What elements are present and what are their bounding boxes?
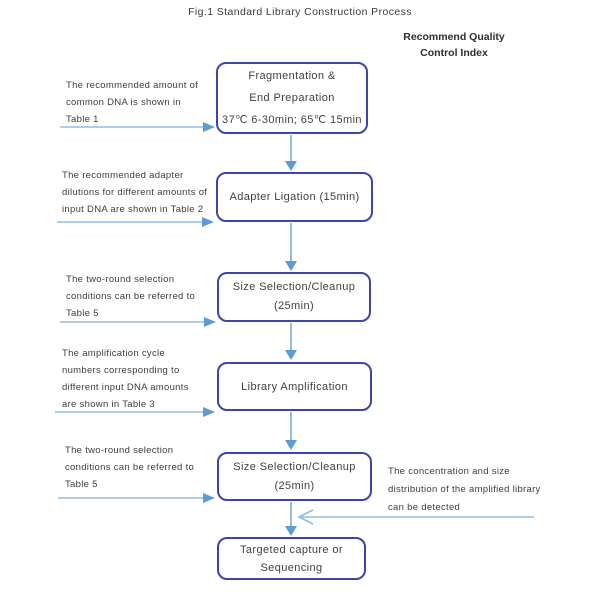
step-label: Size Selection/Cleanup: [233, 460, 356, 473]
step-label: Library Amplification: [241, 380, 348, 393]
annotation-line: conditions can be referred to: [65, 462, 195, 473]
step-label: Adapter Ligation (15min): [229, 191, 360, 203]
step-box-fragmentation: [216, 62, 368, 134]
step-duration: (25min): [273, 300, 315, 312]
annotation-line: The recommended amount of: [66, 80, 199, 91]
step-box-library-amplification: [217, 362, 372, 411]
annotation-line: Table 5: [65, 479, 98, 490]
flow-arrow-down-2: [285, 223, 297, 271]
annotation-arrow-5: [58, 493, 215, 503]
annotation-line: Table 1: [66, 114, 99, 125]
annotation-selection-conditions-2: [65, 442, 194, 493]
step-box-targeted-capture: [217, 537, 366, 580]
step-label: Size Selection/Cleanup: [232, 281, 356, 293]
step-label: End Preparation: [249, 92, 335, 104]
flow-arrow-down-3: [285, 323, 297, 360]
annotation-line: can be detected: [388, 502, 461, 513]
annotation-library-qc: [388, 463, 541, 517]
annotation-line: conditions can be referred to: [66, 291, 196, 302]
annotation-line: different input DNA amounts: [62, 382, 189, 393]
annotation-adapter-dilutions: [62, 167, 207, 218]
step-conditions: 37℃ 6-30min; 65℃ 15min: [222, 114, 362, 126]
annotation-line: Table 5: [66, 308, 99, 319]
annotation-line: The amplification cycle: [62, 348, 165, 359]
step-duration: (25min): [274, 479, 315, 492]
annotation-selection-conditions-1: [66, 271, 195, 322]
step-box-size-selection-2: [217, 452, 372, 501]
flow-arrow-down-1: [285, 135, 297, 171]
annotation-line: input DNA are shown in Table 2: [62, 204, 204, 215]
quality-control-header-line2: Control Index: [420, 47, 488, 59]
annotation-line: dilutions for different amounts of: [62, 187, 208, 198]
quality-control-header: [395, 29, 513, 61]
figure-title: Fig.1 Standard Library Construction Process: [188, 6, 412, 18]
annotation-line: The concentration and size: [388, 466, 510, 477]
annotation-line: distribution of the amplified library: [388, 484, 541, 495]
flow-arrow-down-4: [285, 412, 297, 450]
annotation-line: The recommended adapter: [62, 170, 184, 181]
annotation-amplification-cycles: [62, 345, 189, 413]
step-box-adapter-ligation: [216, 172, 373, 222]
quality-control-header-line1: Recommend Quality: [403, 31, 505, 43]
annotation-line: numbers corresponding to: [62, 365, 180, 376]
flow-arrow-down-5: [285, 502, 297, 536]
step-label: Sequencing: [260, 561, 323, 574]
step-label: Targeted capture or: [240, 543, 343, 556]
step-box-size-selection-1: [217, 272, 371, 322]
annotation-input-dna-amount: [66, 77, 198, 128]
annotation-line: common DNA is shown in: [66, 97, 181, 108]
annotation-line: The two-round selection: [66, 274, 175, 285]
step-label: Fragmentation &: [248, 70, 336, 82]
annotation-line: The two-round selection: [65, 445, 174, 456]
annotation-line: are shown in Table 3: [62, 399, 155, 410]
annotation-arrow-2: [57, 217, 214, 227]
